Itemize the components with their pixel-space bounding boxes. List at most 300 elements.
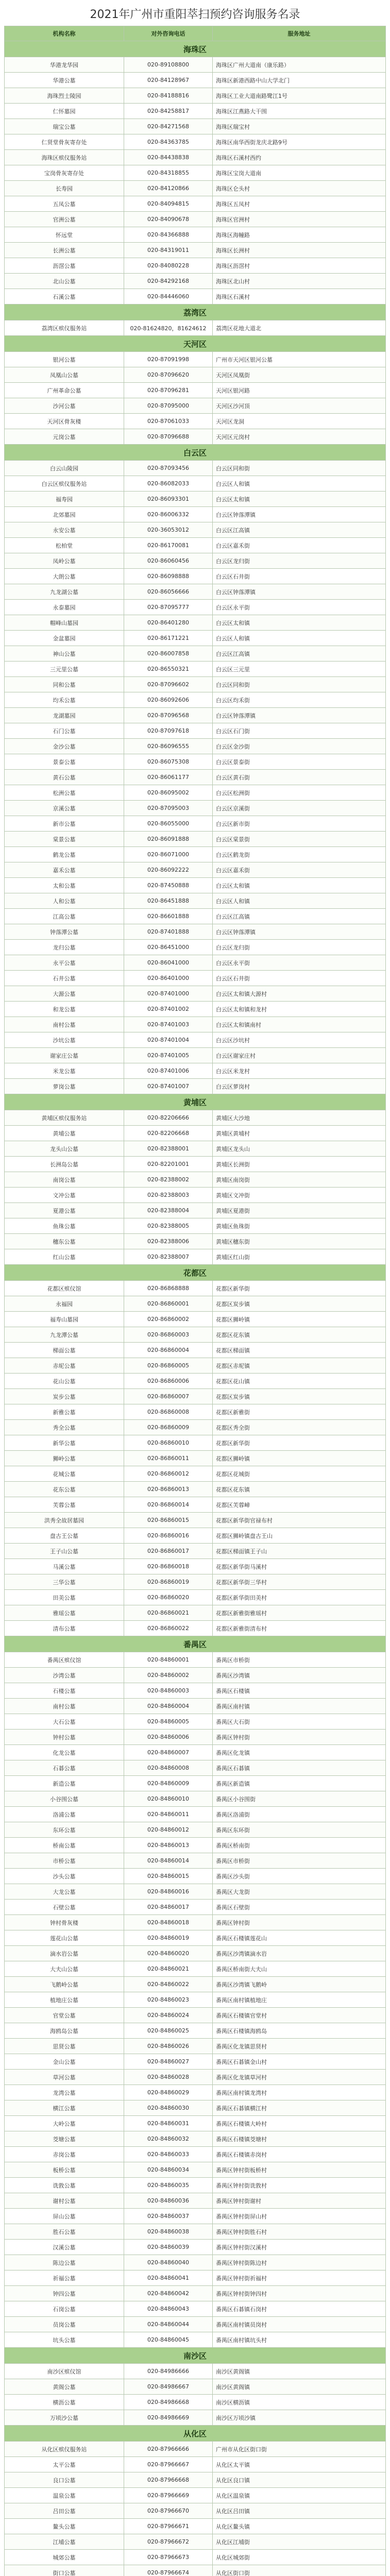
cell-phone: 020-82388002 (124, 1172, 213, 1188)
cell-phone: 020-86007858 (124, 646, 213, 662)
section-header (5, 445, 386, 461)
cell-address: 花都区新雅街雅瑶村 (213, 1605, 386, 1621)
table-row (5, 383, 386, 398)
cell-address: 番禺区石楼镇 (213, 1683, 386, 1699)
cell-address: 花都区炭步镇 (213, 1389, 386, 1404)
cell-address: 海珠区北山村 (213, 274, 386, 289)
cell-name: 沙河公墓 (5, 398, 124, 414)
cell-name: 金山公墓 (5, 2054, 124, 2070)
cell-name: 鱼珠公墓 (5, 1218, 124, 1234)
cell-phone: 020-87093456 (124, 461, 213, 476)
cell-phone: 020-87096602 (124, 677, 213, 692)
cell-name: 狮岭公墓 (5, 1451, 124, 1466)
cell-phone: 020-86860022 (124, 1621, 213, 1636)
cell-address: 番禺区东环街 (213, 1822, 386, 1838)
cell-phone: 020-84188816 (124, 88, 213, 104)
cell-name: 清布公墓 (5, 1621, 124, 1636)
cell-address: 番禺区石楼镇官堂村 (213, 2008, 386, 2023)
table-row (5, 507, 386, 522)
cell-address: 天河区沙河顶 (213, 398, 386, 414)
cell-address: 番禺区钟村街祈福村 (213, 2270, 386, 2286)
cell-address: 海珠区长洲村 (213, 243, 386, 258)
cell-phone: 020-87095003 (124, 801, 213, 816)
header-name: 机构名称 (5, 26, 124, 41)
cell-address: 花都区梯面镇王子山 (213, 1544, 386, 1559)
cell-name: 太和公墓 (5, 878, 124, 893)
table-row (5, 940, 386, 955)
directory-table (4, 26, 386, 2576)
table-row (5, 1079, 386, 1094)
cell-phone: 020-87096568 (124, 708, 213, 723)
cell-address: 从化区江埔街 (213, 2534, 386, 2550)
cell-address: 白云区太和镇大源村 (213, 986, 386, 1002)
cell-address: 白云区永平街 (213, 955, 386, 971)
cell-name: 大岭公墓 (5, 2116, 124, 2131)
cell-address: 花都区新华街 (213, 1281, 386, 1296)
cell-phone: 020-87061033 (124, 414, 213, 429)
cell-name: 华港公墓 (5, 73, 124, 88)
table-row (5, 1683, 386, 1699)
cell-name: 花东公墓 (5, 1482, 124, 1497)
cell-address: 番禺区化龙镇草河村 (213, 2070, 386, 2085)
cell-phone: 020-84318855 (124, 165, 213, 181)
cell-name: 松洲公墓 (5, 785, 124, 801)
cell-phone: 020-84860027 (124, 2054, 213, 2070)
cell-name: 大朗公墓 (5, 569, 124, 584)
cell-name: 小谷围公墓 (5, 1791, 124, 1807)
cell-address: 番禺区钟村街汉溪村 (213, 2240, 386, 2255)
cell-phone: 020-86860012 (124, 1466, 213, 1482)
cell-address: 白云区谢家庄村 (213, 1048, 386, 1063)
cell-name: 米龙公墓 (5, 1063, 124, 1079)
table-row (5, 2255, 386, 2270)
cell-phone: 020-86093301 (124, 492, 213, 507)
cell-address: 海珠区宝岗大道南 (213, 165, 386, 181)
cell-phone: 020-84319011 (124, 243, 213, 258)
table-row (5, 2410, 386, 2426)
cell-name: 官洲公墓 (5, 212, 124, 227)
cell-phone: 020-84860028 (124, 2070, 213, 2085)
cell-name: 南村公墓 (5, 1699, 124, 1714)
cell-address: 白云区石门街 (213, 723, 386, 739)
cell-address: 白云区钟落潭镇 (213, 924, 386, 940)
cell-name: 南岗公墓 (5, 1172, 124, 1188)
table-row (5, 677, 386, 692)
cell-name: 南村公墓 (5, 1017, 124, 1032)
cell-name: 嘉禾公墓 (5, 862, 124, 878)
cell-phone: 020-84986669 (124, 2410, 213, 2426)
cell-address: 花都区梯面镇 (213, 1343, 386, 1358)
cell-address: 番禺区新造镇 (213, 1776, 386, 1791)
table-row (5, 1544, 386, 1559)
cell-phone: 020-82388001 (124, 1141, 213, 1157)
cell-phone: 020-84258817 (124, 104, 213, 119)
cell-address: 番禺区沙湾镇飞鹅岭 (213, 1977, 386, 1992)
table-row (5, 1513, 386, 1528)
table-row (5, 1141, 386, 1157)
table-row (5, 1482, 386, 1497)
cell-name: 横沥公墓 (5, 2395, 124, 2410)
cell-name: 京溪公墓 (5, 801, 124, 816)
table-row (5, 754, 386, 770)
cell-phone: 020-86071000 (124, 847, 213, 862)
cell-address: 海珠区五凤村 (213, 196, 386, 212)
cell-address: 番禺区大龙街 (213, 1884, 386, 1900)
table-row (5, 1374, 386, 1389)
cell-address: 白云区太和镇和龙村 (213, 1002, 386, 1017)
cell-name: 马溪公墓 (5, 1559, 124, 1574)
cell-name: 梯面公墓 (5, 1343, 124, 1358)
cell-name: 谢家庄公墓 (5, 1048, 124, 1063)
table-row (5, 2131, 386, 2147)
cell-name: 赤岗公墓 (5, 2147, 124, 2162)
cell-address: 番禺区沙头街 (213, 1869, 386, 1884)
cell-name: 元岗公墓 (5, 429, 124, 445)
cell-address: 从化区太平镇 (213, 2457, 386, 2472)
cell-address: 花都区狮岭镇 (213, 1312, 386, 1327)
cell-name: 黄石公墓 (5, 770, 124, 785)
table-row (5, 2332, 386, 2348)
cell-name: 赤坭公墓 (5, 1358, 124, 1374)
cell-name: 景泰公墓 (5, 754, 124, 770)
cell-name: 银河公墓 (5, 352, 124, 367)
cell-address: 白云区新市街 (213, 816, 386, 832)
cell-phone: 020-86075308 (124, 754, 213, 770)
table-row (5, 1172, 386, 1188)
cell-name: 北山公墓 (5, 274, 124, 289)
cell-name: 龙归公墓 (5, 940, 124, 955)
cell-phone: 020-84860032 (124, 2131, 213, 2147)
cell-address: 番禺区南村镇 (213, 1699, 386, 1714)
section-header (5, 2426, 386, 2442)
cell-name: 新市公墓 (5, 816, 124, 832)
section-title: 南沙区 (5, 2348, 386, 2364)
cell-address: 番禺区市桥街 (213, 1853, 386, 1869)
cell-name: 均禾公墓 (5, 692, 124, 708)
table-row (5, 2008, 386, 2023)
cell-phone: 020-86091888 (124, 832, 213, 847)
table-row (5, 1992, 386, 2008)
cell-address: 从化区温泉镇 (213, 2488, 386, 2503)
cell-address: 天河区元岗村 (213, 429, 386, 445)
table-row (5, 258, 386, 274)
cell-address: 广州市天河区银河公墓 (213, 352, 386, 367)
table-row (5, 1218, 386, 1234)
cell-phone: 020-84860017 (124, 1900, 213, 1915)
table-row (5, 553, 386, 569)
cell-name: 穗东公墓 (5, 1234, 124, 1249)
cell-address: 白云区均禾街 (213, 692, 386, 708)
cell-address: 番禺区石楼镇赤岗村 (213, 2147, 386, 2162)
cell-address: 白云区同和街 (213, 677, 386, 692)
cell-name: 白云山陵园 (5, 461, 124, 476)
cell-phone: 020-89108800 (124, 57, 213, 73)
cell-phone: 020-86860008 (124, 1404, 213, 1420)
cell-phone: 020-84860025 (124, 2023, 213, 2039)
cell-address: 黄埔区穗东街 (213, 1234, 386, 1249)
cell-address: 番禺区沙湾镇滴水岩 (213, 1946, 386, 1961)
cell-phone: 020-84860004 (124, 1699, 213, 1714)
cell-name: 温泉公墓 (5, 2488, 124, 2503)
cell-address: 南沙区黄阁镇 (213, 2364, 386, 2379)
cell-name: 永泰墓园 (5, 600, 124, 615)
table-row (5, 1063, 386, 1079)
table-row (5, 1621, 386, 1636)
cell-address: 番禺区化龙镇思贤村 (213, 2039, 386, 2054)
cell-name: 沙头公墓 (5, 1869, 124, 1884)
table-row (5, 847, 386, 862)
cell-address: 白云区黄石街 (213, 770, 386, 785)
cell-name: 新造公墓 (5, 1776, 124, 1791)
table-row (5, 770, 386, 785)
cell-name: 永福园 (5, 1296, 124, 1312)
cell-address: 花都区花东镇 (213, 1327, 386, 1343)
cell-address: 番禺区钟村街钟四村 (213, 2286, 386, 2301)
cell-name: 南沙区殡仪馆 (5, 2364, 124, 2379)
table-row (5, 1528, 386, 1544)
section-title: 海珠区 (5, 41, 386, 57)
table-row (5, 492, 386, 507)
cell-phone: 020-84860016 (124, 1884, 213, 1900)
cell-address: 从化区街口街 (213, 2565, 386, 2576)
cell-address: 从化区城郊街 (213, 2550, 386, 2565)
cell-name: 鳌头公墓 (5, 2519, 124, 2534)
cell-phone: 020-84860036 (124, 2193, 213, 2209)
cell-address: 番禺区洛浦街 (213, 1807, 386, 1822)
table-row (5, 104, 386, 119)
cell-name: 吕田公墓 (5, 2503, 124, 2519)
table-row (5, 414, 386, 429)
cell-name: 石门公墓 (5, 723, 124, 739)
table-row (5, 569, 386, 584)
cell-phone: 020-84860015 (124, 1869, 213, 1884)
cell-name: 华港龙华园 (5, 57, 124, 73)
cell-phone: 020-84860023 (124, 1992, 213, 2008)
cell-phone: 020-87966672 (124, 2534, 213, 2550)
cell-phone: 020-86170081 (124, 538, 213, 553)
table-row (5, 2519, 386, 2534)
cell-address: 番禺区钟村街胜石村 (213, 2224, 386, 2240)
cell-name: 芙蓉公墓 (5, 1497, 124, 1513)
table-row (5, 1590, 386, 1605)
cell-phone: 020-84860007 (124, 1745, 213, 1760)
cell-name: 宝岗骨灰寄存处 (5, 165, 124, 181)
cell-name: 草河公墓 (5, 2070, 124, 2085)
cell-address: 番禺区市桥街 (213, 1652, 386, 1668)
cell-address: 天河区凤凰街 (213, 367, 386, 383)
cell-phone: 020-87096620 (124, 367, 213, 383)
cell-address: 海珠区石溪村西约 (213, 150, 386, 165)
cell-address: 南沙区万顷沙镇 (213, 2410, 386, 2426)
cell-phone: 020-84860018 (124, 1915, 213, 1930)
table-row (5, 1869, 386, 1884)
table-row (5, 1497, 386, 1513)
cell-phone: 020-84986667 (124, 2379, 213, 2395)
table-row (5, 785, 386, 801)
table-row (5, 1714, 386, 1730)
table-row (5, 1048, 386, 1063)
cell-address: 海珠区南华西街龙庆北路9号 (213, 134, 386, 150)
cell-phone: 020-84363785 (124, 134, 213, 150)
cell-phone: 020-86868888 (124, 1281, 213, 1296)
cell-name: 新华公墓 (5, 1435, 124, 1451)
table-row (5, 1203, 386, 1218)
table-row (5, 196, 386, 212)
cell-phone: 020-84860014 (124, 1853, 213, 1869)
cell-address: 番禺区钟村街板桥村 (213, 2162, 386, 2178)
cell-name: 江高公墓 (5, 909, 124, 924)
cell-address: 白云区龙归街 (213, 553, 386, 569)
table-row (5, 1234, 386, 1249)
table-row (5, 352, 386, 367)
cell-address: 番禺区化龙镇 (213, 1745, 386, 1760)
cell-phone: 020-86060456 (124, 553, 213, 569)
cell-address: 海珠区沥滘村 (213, 258, 386, 274)
cell-phone: 020-84271568 (124, 119, 213, 134)
cell-phone: 020-84860040 (124, 2255, 213, 2270)
cell-address: 番禺区钟村街 (213, 1915, 386, 1930)
table-row (5, 2147, 386, 2162)
table-row (5, 2286, 386, 2301)
table-row (5, 1188, 386, 1203)
table-row (5, 461, 386, 476)
table-row (5, 909, 386, 924)
cell-address: 番禺区南村镇植地庄 (213, 1992, 386, 2008)
cell-name: 太平公墓 (5, 2457, 124, 2472)
table-row (5, 1296, 386, 1312)
cell-phone: 020-82206668 (124, 1126, 213, 1141)
cell-phone: 020-84860029 (124, 2085, 213, 2100)
cell-address: 花都区狮岭镇盘古王山 (213, 1528, 386, 1544)
cell-name: 花城公墓 (5, 1466, 124, 1482)
table-row (5, 1420, 386, 1435)
cell-phone: 020-36053012 (124, 522, 213, 538)
cell-address: 花都区赤坭镇 (213, 1358, 386, 1374)
table-row (5, 1451, 386, 1466)
cell-address: 白云区人和镇 (213, 476, 386, 492)
table-row (5, 1404, 386, 1420)
table-row (5, 584, 386, 600)
table-row (5, 615, 386, 631)
cell-phone: 020-87401006 (124, 1063, 213, 1079)
table-row (5, 2162, 386, 2178)
cell-phone: 020-87401888 (124, 924, 213, 940)
cell-name: 陈边公墓 (5, 2255, 124, 2270)
cell-phone: 020-86860001 (124, 1296, 213, 1312)
table-row (5, 1915, 386, 1930)
table-row (5, 1559, 386, 1574)
cell-address: 番禺区桥南街 (213, 1838, 386, 1853)
cell-name: 花都区殡仪馆 (5, 1281, 124, 1296)
section-title: 白云区 (5, 445, 386, 461)
cell-address: 黄埔区南岗街 (213, 1172, 386, 1188)
cell-phone: 020-86451000 (124, 940, 213, 955)
table-row (5, 1157, 386, 1172)
cell-phone: 020-86098888 (124, 569, 213, 584)
cell-name: 萝岗公墓 (5, 1079, 124, 1094)
table-row (5, 2488, 386, 2503)
table-row (5, 2379, 386, 2395)
table-body (5, 41, 386, 2576)
cell-phone: 020-84860008 (124, 1760, 213, 1776)
cell-phone: 020-86860018 (124, 1559, 213, 1574)
table-row (5, 522, 386, 538)
cell-phone: 020-84860039 (124, 2240, 213, 2255)
table-row (5, 1249, 386, 1265)
cell-phone: 020-87966673 (124, 2550, 213, 2565)
cell-name: 大源公墓 (5, 986, 124, 1002)
cell-phone: 020-86860007 (124, 1389, 213, 1404)
table-row (5, 878, 386, 893)
table-row (5, 893, 386, 909)
table-row (5, 2457, 386, 2472)
section-title: 从化区 (5, 2426, 386, 2442)
table-row (5, 1574, 386, 1590)
cell-name: 沥滘公墓 (5, 258, 124, 274)
cell-phone: 020-87966674 (124, 2565, 213, 2576)
cell-phone: 020-86092606 (124, 692, 213, 708)
cell-name: 洛浦公墓 (5, 1807, 124, 1822)
cell-name: 石井公墓 (5, 971, 124, 986)
cell-name: 番禺区殡仪馆 (5, 1652, 124, 1668)
cell-phone: 020-84860031 (124, 2116, 213, 2131)
cell-address: 番禺区南村镇员岗村 (213, 2317, 386, 2332)
table-row (5, 986, 386, 1002)
cell-phone: 020-87401002 (124, 1002, 213, 1017)
table-row (5, 227, 386, 243)
cell-address: 番禺区钟村街陈边村 (213, 2255, 386, 2270)
cell-address: 白云区鹤龙街 (213, 847, 386, 862)
cell-name: 金盆墓园 (5, 631, 124, 646)
section-header (5, 304, 386, 320)
cell-address: 白云区江高镇 (213, 909, 386, 924)
cell-address: 黄埔区黄埔村 (213, 1126, 386, 1141)
table-row (5, 2240, 386, 2255)
cell-name: 长寿园 (5, 181, 124, 196)
cell-address: 白云区京溪街 (213, 801, 386, 816)
cell-address: 花都区花城街 (213, 1466, 386, 1482)
cell-phone: 020-87966668 (124, 2472, 213, 2488)
cell-address: 白云区太和镇 (213, 615, 386, 631)
cell-address: 白云区嘉禾街 (213, 862, 386, 878)
cell-name: 荔湾区殡仪服务站 (5, 320, 124, 336)
cell-phone: 020-86096555 (124, 739, 213, 754)
cell-name: 谢村公墓 (5, 2193, 124, 2209)
cell-name: 棠景公墓 (5, 832, 124, 847)
cell-name: 屏山公墓 (5, 2209, 124, 2224)
cell-phone: 020-84860034 (124, 2162, 213, 2178)
cell-address: 花都区芙蓉嶂 (213, 1497, 386, 1513)
table-row (5, 2178, 386, 2193)
cell-address: 花都区新华街田美村 (213, 1590, 386, 1605)
cell-name: 人和公墓 (5, 893, 124, 909)
cell-name: 石壁公墓 (5, 1900, 124, 1915)
cell-name: 仁贤堂骨灰寄存处 (5, 134, 124, 150)
cell-name: 凤凰山公墓 (5, 367, 124, 383)
cell-address: 花都区新华街 (213, 1435, 386, 1451)
cell-address: 黄埔区长洲街 (213, 1157, 386, 1172)
cell-name: 凤岭公墓 (5, 553, 124, 569)
cell-phone: 020-82201001 (124, 1157, 213, 1172)
cell-address: 南沙区横沥镇 (213, 2395, 386, 2410)
table-row (5, 1977, 386, 1992)
table-row (5, 476, 386, 492)
cell-address: 海珠区仑头村 (213, 181, 386, 196)
cell-address: 花都区炭步镇 (213, 1296, 386, 1312)
table-row (5, 57, 386, 73)
cell-name: 龙头山公墓 (5, 1141, 124, 1157)
cell-address: 白云区三元里 (213, 662, 386, 677)
